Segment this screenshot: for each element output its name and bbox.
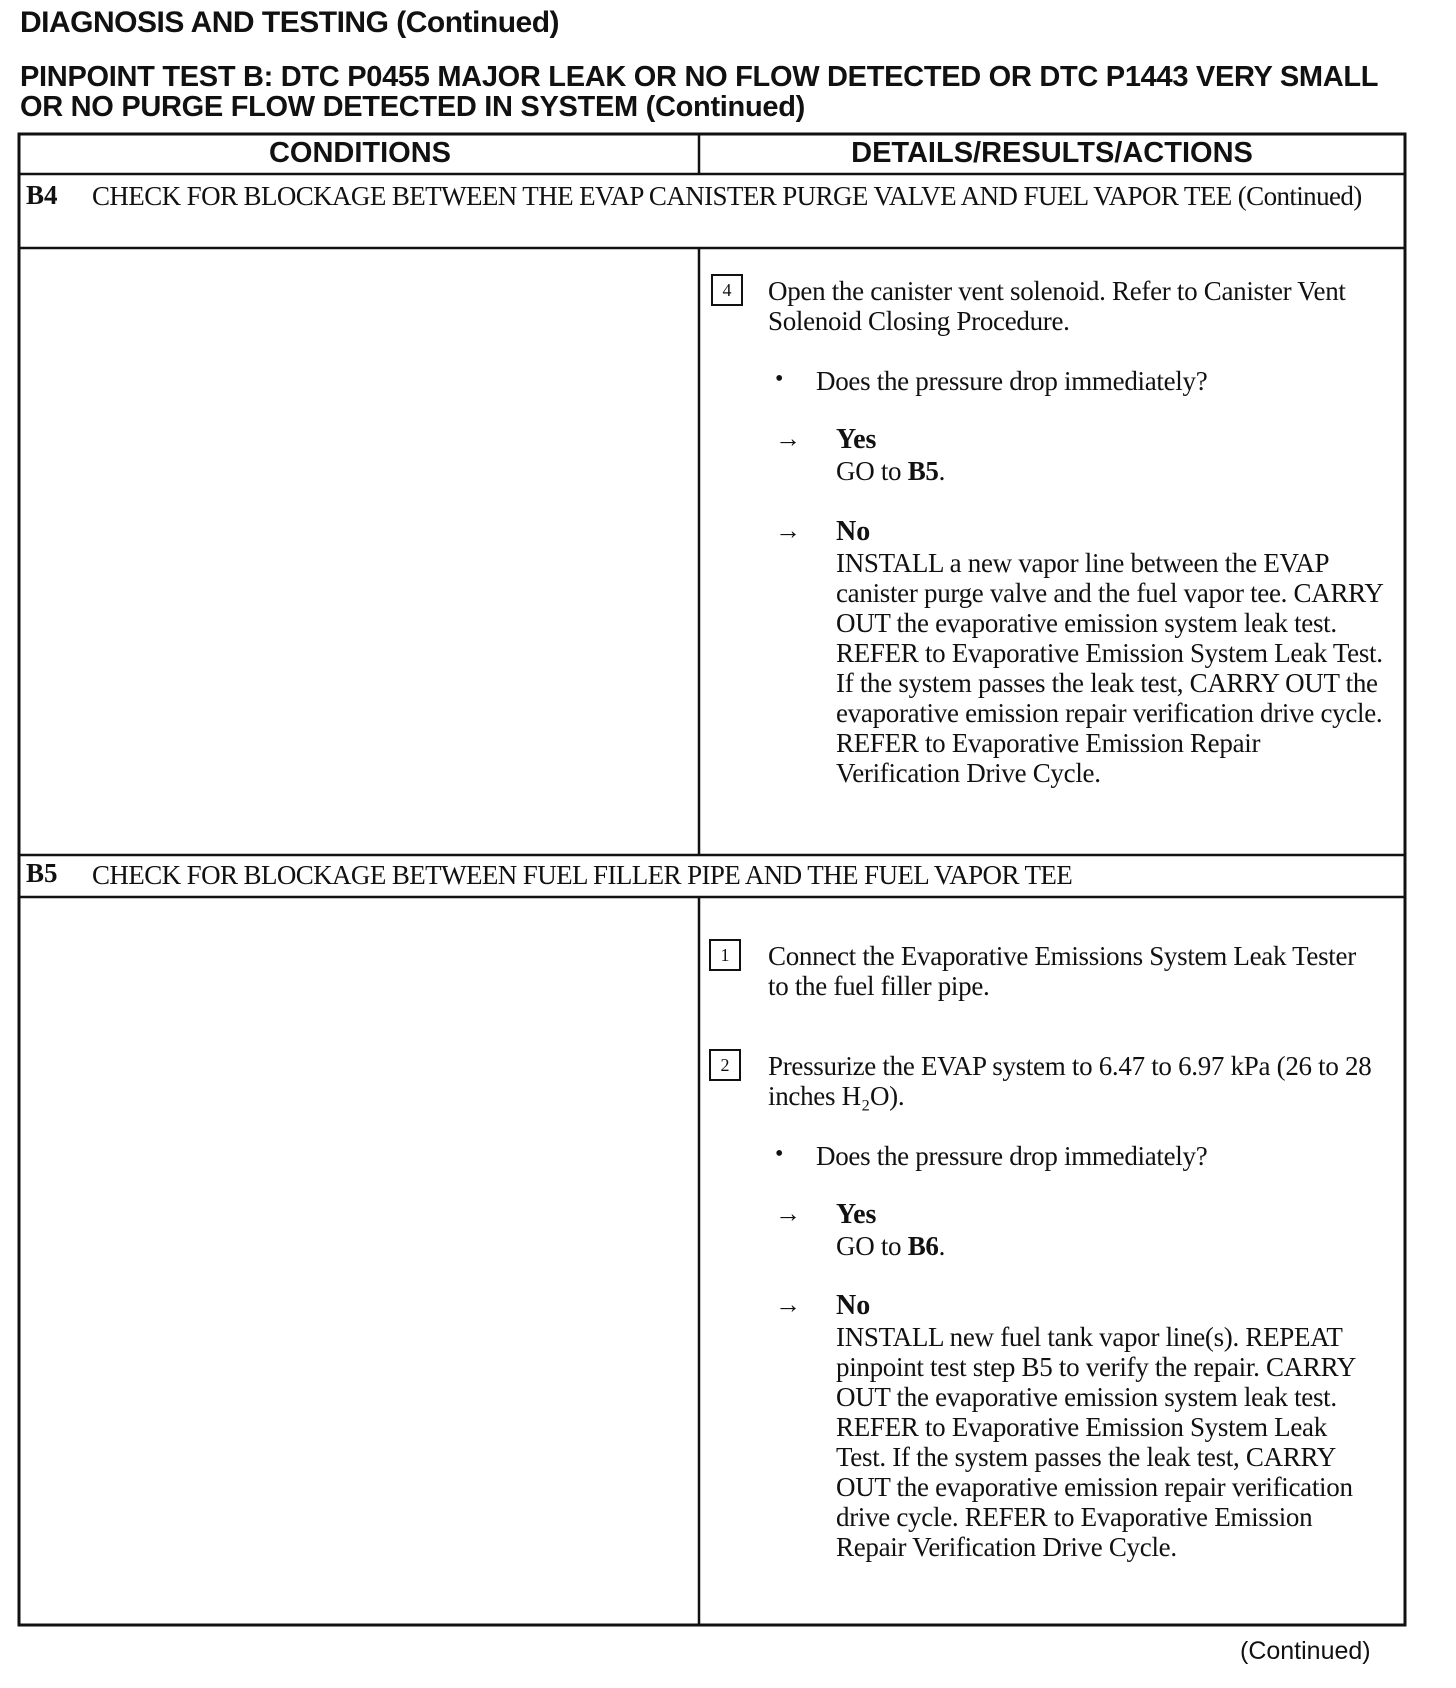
goto-target: B5 [907,456,939,486]
yes-action: GO to B6. [836,1231,946,1261]
conditions-header: CONDITIONS [268,137,452,169]
instruction-text: Connect the Evaporative Emissions System Leak Tester to the fuel filler pipe. [768,941,1356,1001]
yes-action: GO to B5. [836,456,946,486]
arrow-right-icon: → [775,1290,801,1319]
continued-footer: (Continued) [1240,1637,1371,1665]
details-header: DETAILS/RESULTS/ACTIONS [851,137,1253,169]
bullet-icon: • [775,366,784,392]
pinpoint-test-title: PINPOINT TEST B: DTC P0455 MAJOR LEAK OR NO FLOW DETECTED OR DTC P1443 VERY SMALL OR NO PURGE FLOW DETECTED IN SYSTEM (Continued) [20,61,1378,123]
step-code: B5 [26,858,58,888]
no-label: No [836,516,871,547]
instruction-text: Pressurize the EVAP system to 6.47 to 6.97 kPa (26 to 28 inches H₂O). [768,1051,1372,1111]
no-label: No [836,1290,871,1321]
yes-label: Yes [836,1199,877,1230]
no-action: INSTALL a new vapor line between the EVAP canister purge valve and the fuel vapor tee. CARRY OUT the evaporative emission system leak test. REFER to Evaporative Emission System Leak Test. If the system passes the leak test, CARRY OUT the evaporative emission repair verification drive cycle. REFER to Evaporative Emission Repair Verification Drive Cycle. [836,548,1383,788]
no-action: INSTALL new fuel tank vapor line(s). REPEAT pinpoint test step B5 to verify the repair. CARRY OUT the evaporative emission system leak test. REFER to Evaporative Emission System Leak Test. If the system passes the leak test, CARRY OUT the evaporative emission repair verification drive cycle. REFER to Evaporative Emission Repair Verification Drive Cycle. [836,1322,1355,1562]
arrow-right-icon: → [775,516,801,545]
arrow-right-icon: → [775,1199,801,1228]
page-title: DIAGNOSIS AND TESTING (Continued) [20,6,560,39]
goto-target: B6 [907,1231,939,1261]
bullet-icon: • [775,1141,784,1167]
arrow-right-icon: → [775,424,801,453]
yes-label: Yes [836,424,877,455]
step-title: CHECK FOR BLOCKAGE BETWEEN THE EVAP CANISTER PURGE VALVE AND FUEL VAPOR TEE (Continued) [92,181,1362,211]
step-code: B4 [26,180,58,210]
step-number-box: 2 [709,1049,741,1081]
instruction-text: Open the canister vent solenoid. Refer to Canister Vent Solenoid Closing Procedure. [768,276,1346,336]
step-number-box: 4 [711,274,743,306]
step-title: CHECK FOR BLOCKAGE BETWEEN FUEL FILLER PIPE AND THE FUEL VAPOR TEE [92,860,1073,890]
question-text: Does the pressure drop immediately? [816,1141,1208,1171]
question-text: Does the pressure drop immediately? [816,366,1208,396]
step-number-box: 1 [709,939,741,971]
